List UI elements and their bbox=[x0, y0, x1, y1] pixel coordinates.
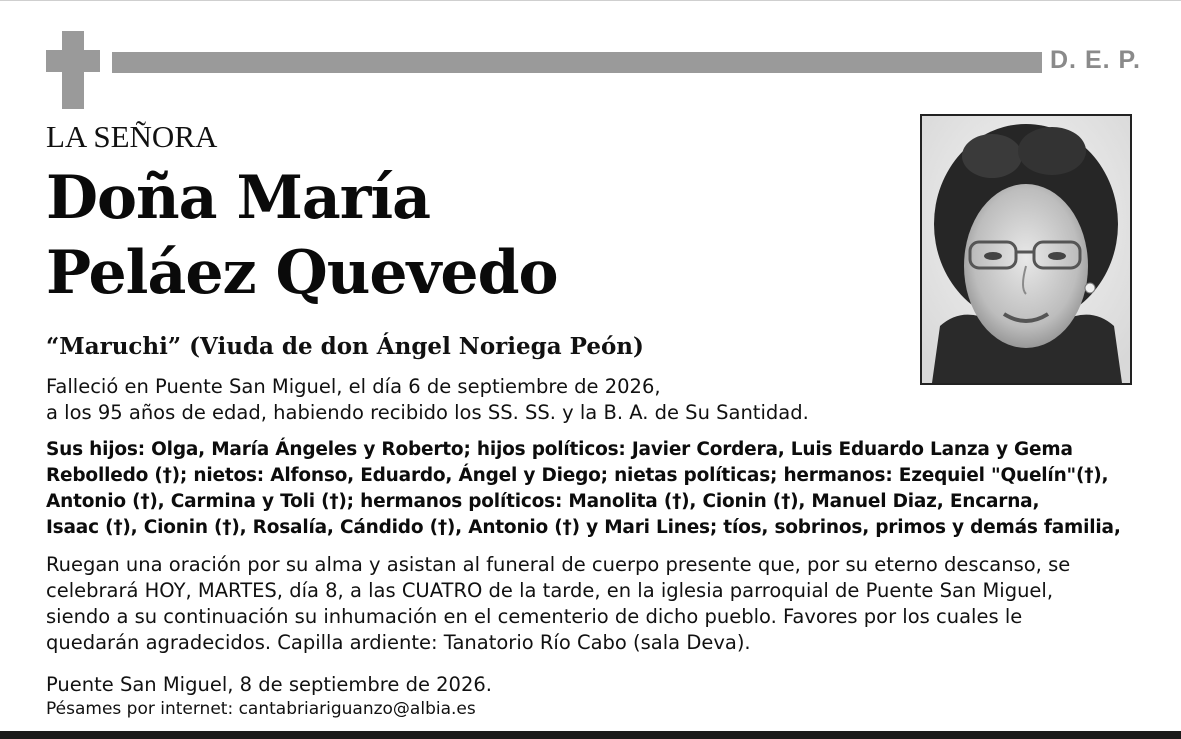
condolences-line: Pésames por internet: cantabriariguanzo@albia.es bbox=[46, 699, 476, 719]
cross-icon bbox=[46, 31, 100, 109]
text-line: quedarán agradecidos. Capilla ardiente: Tanatorio Río Cabo (sala Deva). bbox=[46, 631, 751, 654]
header-bar bbox=[112, 52, 1042, 73]
deceased-name bbox=[46, 161, 558, 311]
text-line: Rebolledo (†); nietos: Alfonso, Eduardo, Ángel y Diego; nietas políticas; hermanos: Ezequiel "Quelín"(†), bbox=[46, 465, 1109, 486]
portrait-photo bbox=[920, 114, 1132, 385]
nickname-line: “Maruchi” (Viuda de don Ángel Noriega Peón) bbox=[46, 333, 644, 360]
text-line: Antonio (†), Carmina y Toli (†); hermanos políticos: Manolita (†), Cionin (†), Manuel Diaz, Encarna, bbox=[46, 491, 1040, 512]
name-line-2: Peláez Quevedo bbox=[46, 238, 558, 308]
funeral-paragraph bbox=[46, 552, 1070, 656]
place-date: Puente San Miguel, 8 de septiembre de 2026. bbox=[46, 673, 492, 696]
dep-label: D. E. P. bbox=[1050, 46, 1141, 74]
text-line: Isaac (†), Cionin (†), Rosalía, Cándido (†), Antonio (†) y Mari Lines; tíos, sobrinos, primos y demás familia, bbox=[46, 517, 1121, 538]
text-line: celebrará HOY, MARTES, día 8, a las CUATRO de la tarde, en la iglesia parroquial de Puente San Miguel, bbox=[46, 579, 1054, 602]
text-line: a los 95 años de edad, habiendo recibido los SS. SS. y la B. A. de Su Santidad. bbox=[46, 401, 809, 424]
text-line: Ruegan una oración por su alma y asistan al funeral de cuerpo presente que, por su eterno descanso, se bbox=[46, 553, 1071, 576]
portrait-icon bbox=[922, 116, 1130, 383]
death-paragraph bbox=[46, 374, 809, 426]
family-paragraph bbox=[46, 437, 1121, 541]
name-line-1: Doña María bbox=[46, 163, 431, 233]
text-line: Sus hijos: Olga, María Ángeles y Roberto; hijos políticos: Javier Cordera, Luis Eduardo Lanza y Gema bbox=[46, 439, 1073, 460]
title-label: LA SEÑORA bbox=[46, 119, 218, 154]
text-line: Falleció en Puente San Miguel, el día 6 de septiembre de 2026, bbox=[46, 375, 661, 398]
text-line: siendo a su continuación su inhumación en el cementerio de dicho pueblo. Favores por los cuales le bbox=[46, 605, 1023, 628]
